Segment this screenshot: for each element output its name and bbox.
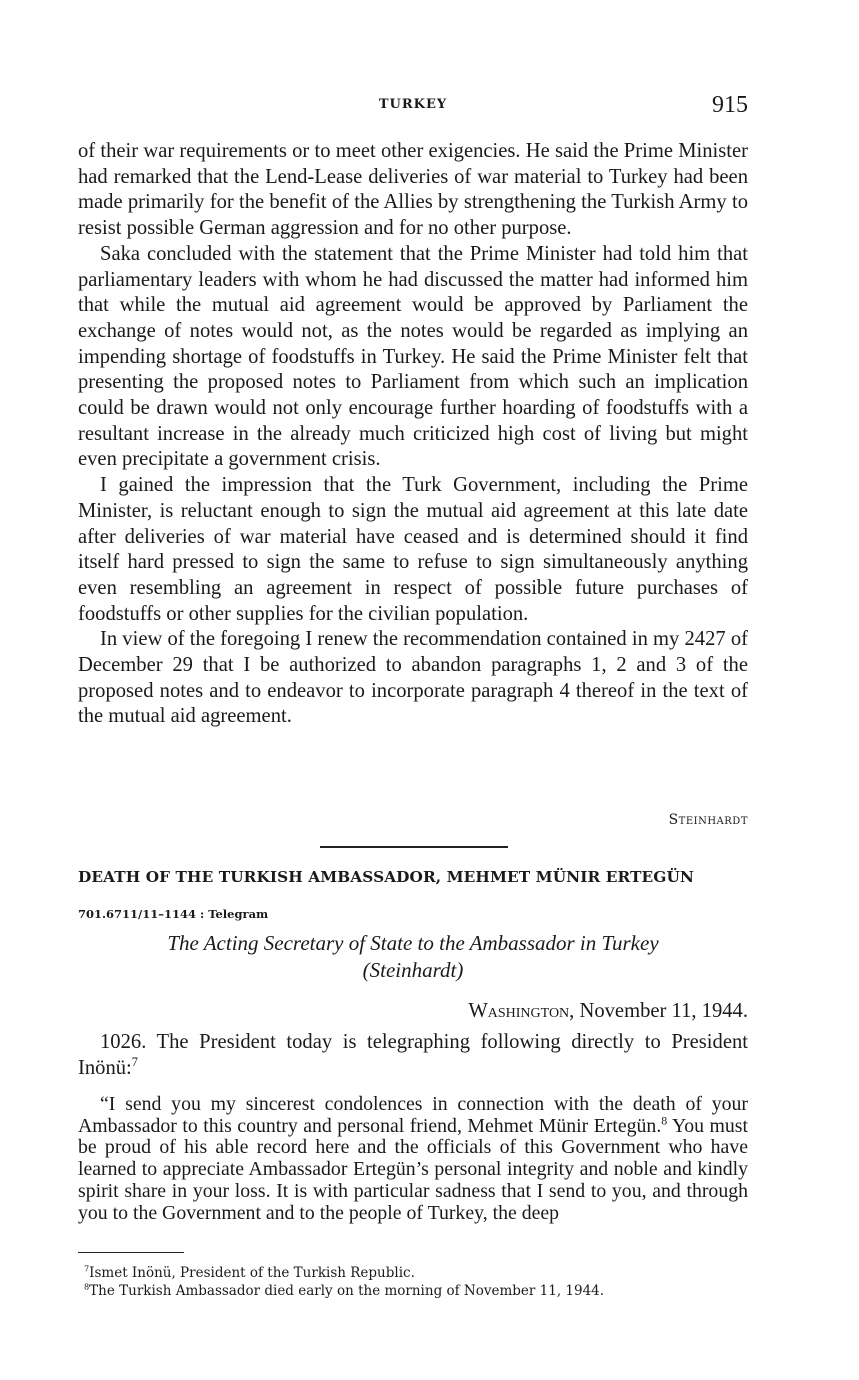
signature: Steinhardt <box>668 812 748 828</box>
running-header-title: TURKEY <box>378 97 448 112</box>
page-number: 915 <box>712 92 748 118</box>
paragraph: of their war requirements or to meet other exigencies. He said the Prime Minister had remarked that the Lend-Lease deliveries of war material to Turkey had been made primarily for the benefit of the Allies by strengthening the Turkish Army to resist possible German aggression and for no other purpose. <box>78 140 748 240</box>
footnote-mark: 7 <box>84 1263 90 1274</box>
telegram-text: 1026. The President today is telegraphing following directly to President Inönü: <box>78 1031 748 1079</box>
document-heading <box>78 930 748 984</box>
footnote-text: Ismet Inönü, President of the Turkish Republic. <box>89 1265 415 1281</box>
document-heading-line2: (Steinhardt) <box>362 958 464 982</box>
paragraph: Saka concluded with the statement that the Prime Minister had told him that parliamentary leaders with whom he had discussed the matter had informed him that while the mutual aid agreement would be approved by Parliament the exchange of notes would not, as the notes would be regarded as implying an impending shortage of foodstuffs in Turkey. He said the Prime Minister felt that presenting the proposed notes to Parliament from which such an implication could be drawn would not only encourage further hoarding of foodstuffs with a resultant increase in the already much criticized high cost of living but might even precipitate a government crisis. <box>78 242 748 471</box>
body-text <box>78 139 748 730</box>
document-reference: 701.6711/11–1144 : Telegram <box>78 907 269 921</box>
footnote-text: The Turkish Ambassador died early on the morning of November 11, 1944. <box>89 1283 605 1299</box>
footnote <box>78 1264 768 1282</box>
dateline-date: , November 11, 1944. <box>569 1000 748 1022</box>
section-divider <box>320 846 508 848</box>
paragraph: In view of the foregoing I renew the recommendation contained in my 2427 of December 29 that I be authorized to abandon paragraphs 1, 2 and 3 of the proposed notes and to endeavor to incorporate paragraph 4 thereof in the text of the mutual aid agreement. <box>78 628 748 728</box>
quoted-message <box>78 1094 748 1224</box>
dateline-place: Washington <box>468 1000 570 1022</box>
telegram-body <box>78 1030 748 1081</box>
quote-text-continued: You must be proud of his able record here and the officials of this Government who have learned to appreciate Ambassador Ertegün’s personal integrity and noble and kindly spirit share in your loss. It is with particular sadness that I send to you, and through you to the Government and to the people of Turkey, the deep <box>78 1114 748 1224</box>
footnote-ref: 8 <box>661 1113 668 1128</box>
footnote-ref: 7 <box>131 1054 138 1069</box>
paragraph: I gained the impression that the Turk Government, including the Prime Minister, is reluctant enough to sign the mutual aid agreement at this late date after deliveries of war material have ceased and is determined should it find itself hard pressed to sign the same to refuse to sign simultaneously anything even resembling an agreement in respect of possible future purchases of foodstuffs or other supplies for the civilian population. <box>78 474 748 625</box>
footnote-mark: 8 <box>84 1281 90 1292</box>
footnote-rule <box>78 1252 184 1253</box>
dateline <box>468 1000 748 1023</box>
quote-text: “I send you my sincerest condolences in connection with the death of your Ambassador to this country and personal friend, Mehmet Münir Ertegün. <box>78 1093 748 1137</box>
running-header <box>78 92 748 122</box>
telegram-paragraph <box>78 1030 748 1081</box>
document-heading-line1: The Acting Secretary of State to the Ambassador in Turkey <box>167 931 659 955</box>
footnote <box>78 1282 768 1300</box>
footnotes <box>78 1264 768 1300</box>
section-title: DEATH OF THE TURKISH AMBASSADOR, MEHMET MÜNIR ERTEGÜN <box>78 868 694 886</box>
quote-paragraph <box>78 1094 748 1224</box>
